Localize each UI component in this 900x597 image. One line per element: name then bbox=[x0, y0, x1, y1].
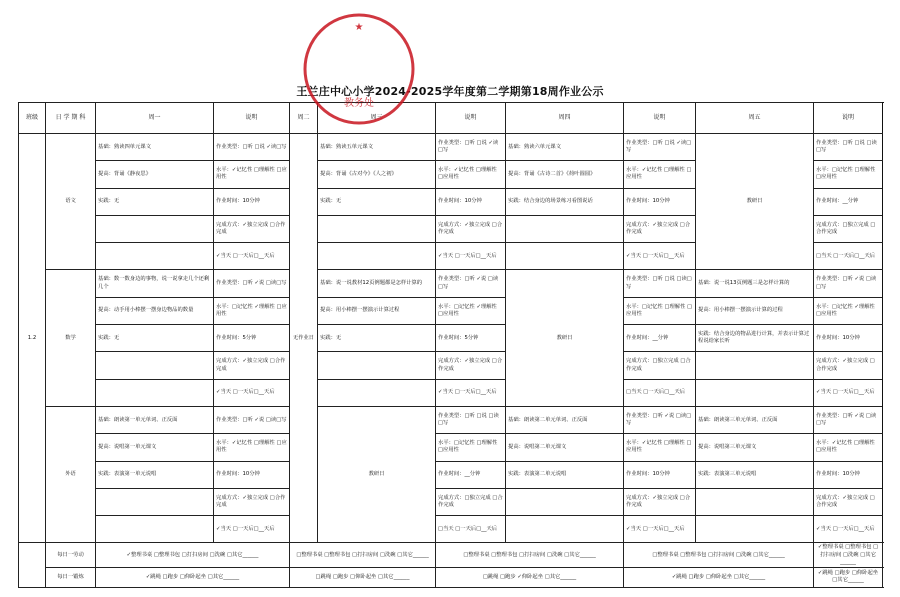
header-thu-note: 说明 bbox=[624, 103, 696, 134]
cn-thu-0: 基础：熟读六单元课文 bbox=[506, 134, 624, 161]
cn-wed-empty-3 bbox=[318, 215, 436, 242]
ma-mon-note-3: 完成方式：✓独立完成 □合作完成 bbox=[214, 352, 290, 379]
en-thu-empty-4 bbox=[506, 516, 624, 543]
en-wed-research-day: 教研日 bbox=[318, 406, 436, 542]
ma-fri-note-0: 作业类型：□听 ✓说 □读 □写 bbox=[814, 270, 883, 297]
cn-fri-research-day: 教研日 bbox=[696, 134, 814, 270]
ma-thu-research-day: 教研日 bbox=[506, 270, 624, 406]
header-fri: 周五 bbox=[696, 103, 814, 134]
en-mon-note-4: ✓当天 □一天后□__天后 bbox=[214, 516, 290, 543]
en-fri-1: 提高：说唱第三单元课文 bbox=[696, 434, 814, 461]
cn-thu-note-1: 水平：✓记忆性 □理解性 □应用性 bbox=[624, 161, 696, 188]
cn-fri-note-3: 完成方式：□独立完成 □合作完成 bbox=[814, 215, 883, 242]
cn-wed-0: 基础：熟读五单元课文 bbox=[318, 134, 436, 161]
en-fri-note-4: ✓当天 □一天后□__天后 bbox=[814, 516, 883, 543]
cn-wed-2: 实践：无 bbox=[318, 188, 436, 215]
ma-thu-note-3: 完成方式：□独立完成 □合作完成 bbox=[624, 352, 696, 379]
ma-mon-note-4: ✓当天 □一天后□__天后 bbox=[214, 379, 290, 406]
ma-mon-note-0: 作业类型：□听 ✓说 □读□写 bbox=[214, 270, 290, 297]
ma-mon-empty-3 bbox=[96, 352, 214, 379]
en-mon-0: 基础：朗读第一单元单词、正反面 bbox=[96, 406, 214, 433]
page-title: 王兰庄中心小学2024-2025学年度第二学期第18周作业公示 bbox=[296, 85, 604, 98]
labor-thu: □整理书桌 □整理书包 □打扫房间 □洗碗 □其它______ bbox=[624, 543, 814, 567]
exercise-label: 每日一锻炼 bbox=[46, 567, 96, 587]
en-mon-note-2: 作业时间：10分钟 bbox=[214, 461, 290, 488]
ma-mon-note-2: 作业时间：5分钟 bbox=[214, 325, 290, 352]
en-wed-note-3: 完成方式：□独立完成 □合作完成 bbox=[436, 488, 506, 515]
cn-mon-note-1: 水平：✓记忆性 □理解性 □应用性 bbox=[214, 161, 290, 188]
cn-mon-note-0: 作业类型：□听 □说 ✓读□写 bbox=[214, 134, 290, 161]
en-thu-note-1: 水平：✓记忆性 □理解性 □应用性 bbox=[624, 434, 696, 461]
en-fri-0: 基础：朗读第三单元单词、正反面 bbox=[696, 406, 814, 433]
exercise-mon: ✓跳绳 □跑步 □仰卧起坐 □其它______ bbox=[96, 567, 290, 587]
header-fri-note: 说明 bbox=[814, 103, 883, 134]
en-wed-note-2: 作业时间：__分钟 bbox=[436, 461, 506, 488]
cn-mon-note-3: 完成方式：✓独立完成 □合作完成 bbox=[214, 215, 290, 242]
ma-wed-1: 提高：用小棒摆一摆演示计算过程 bbox=[318, 297, 436, 324]
en-fri-2: 实践：表演第三单元说唱 bbox=[696, 461, 814, 488]
en-thu-1: 提高：说唱第二单元课文 bbox=[506, 434, 624, 461]
en-fri-note-2: 作业时间：10分钟 bbox=[814, 461, 883, 488]
homework-sheet bbox=[18, 84, 882, 584]
ma-mon-0: 基础：数一数身边的事物，说一说拿走几个还剩几个 bbox=[96, 270, 214, 297]
ma-fri-note-3: 完成方式：✓独立完成 □合作完成 bbox=[814, 352, 883, 379]
header-mon-note: 说明 bbox=[214, 103, 290, 134]
en-fri-note-3: 完成方式：✓独立完成 □合作完成 bbox=[814, 488, 883, 515]
cn-wed-1: 提高：背诵《古对今》《人之初》 bbox=[318, 161, 436, 188]
ma-mon-empty-4 bbox=[96, 379, 214, 406]
ma-fri-1: 提高：用小棒摆一摆演示计算的过程 bbox=[696, 297, 814, 324]
subject-math: 数学 bbox=[46, 270, 96, 406]
cn-wed-empty-4 bbox=[318, 243, 436, 270]
cn-thu-empty-3 bbox=[506, 215, 624, 242]
labor-tue: □整理书桌 □整理书包 □打扫房间 □洗碗 □其它______ bbox=[290, 543, 436, 567]
ma-fri-note-1: 水平：□记忆性 ✓理解性 □应用性 bbox=[814, 297, 883, 324]
ma-fri-empty-3 bbox=[696, 352, 814, 379]
labor-mon: ✓整理书桌 □整理书包 □打扫房间 □洗碗 □其它______ bbox=[96, 543, 290, 567]
en-fri-note-1: 水平：✓记忆性 □理解性 □应用性 bbox=[814, 434, 883, 461]
cn-mon-note-2: 作业时间：10分钟 bbox=[214, 188, 290, 215]
ma-wed-note-1: 水平：□记忆性 ✓理解性 □应用性 bbox=[436, 297, 506, 324]
ma-fri-0: 基础：说一说13页例题三是怎样计算的 bbox=[696, 270, 814, 297]
labor-fri: ✓整理书桌 □整理书包 □打扫房间 □洗碗 □其它______ bbox=[814, 543, 883, 567]
header-mon: 周一 bbox=[96, 103, 214, 134]
en-wed-note-4: □当天 □一天后□__天后 bbox=[436, 516, 506, 543]
cn-mon-note-4: ✓当天 □一天后□__天后 bbox=[214, 243, 290, 270]
ma-wed-note-4: ✓当天 □一天后□__天后 bbox=[436, 379, 506, 406]
subject-chinese: 语文 bbox=[46, 134, 96, 270]
cn-mon-empty-4 bbox=[96, 243, 214, 270]
ma-wed-2: 实践：无 bbox=[318, 325, 436, 352]
ma-wed-note-3: 完成方式：✓独立完成 □合作完成 bbox=[436, 352, 506, 379]
en-mon-note-3: 完成方式：✓独立完成 □合作完成 bbox=[214, 488, 290, 515]
cn-thu-note-2: 作业时间：10分钟 bbox=[624, 188, 696, 215]
header-wed: 周三 bbox=[318, 103, 436, 134]
header-tue: 周二 bbox=[290, 103, 318, 134]
cn-fri-note-1: 水平：□记忆性 □理解性 □应用性 bbox=[814, 161, 883, 188]
en-thu-2: 实践：表演第二单元说唱 bbox=[506, 461, 624, 488]
ma-mon-2: 实践：无 bbox=[96, 325, 214, 352]
cn-fri-note-0: 作业类型：□听 □说 □读□写 bbox=[814, 134, 883, 161]
cn-thu-2: 实践：结合身边的场景练习看图说话 bbox=[506, 188, 624, 215]
en-thu-empty-3 bbox=[506, 488, 624, 515]
header-thu: 周四 bbox=[506, 103, 624, 134]
ma-thu-note-1: 水平：□记忆性 □理解性 □应用性 bbox=[624, 297, 696, 324]
header-wed-note: 说明 bbox=[436, 103, 506, 134]
exercise-tue: □跳绳 □跑步 □仰卧起坐 □其它______ bbox=[290, 567, 436, 587]
ma-wed-empty-3 bbox=[318, 352, 436, 379]
en-thu-note-4: ✓当天 □一天后□__天后 bbox=[624, 516, 696, 543]
en-mon-empty-3 bbox=[96, 488, 214, 515]
header-class: 班级 bbox=[19, 103, 46, 134]
en-thu-note-3: 完成方式：✓独立完成 □合作完成 bbox=[624, 488, 696, 515]
cn-thu-empty-4 bbox=[506, 243, 624, 270]
exercise-thu: ✓跳绳 □跑步 □仰卧起坐 □其它______ bbox=[624, 567, 814, 587]
ma-wed-empty-4 bbox=[318, 379, 436, 406]
en-mon-1: 提高：说唱第一单元课文 bbox=[96, 434, 214, 461]
homework-table bbox=[18, 102, 883, 588]
cn-mon-2: 实践：无 bbox=[96, 188, 214, 215]
class-name: 1.2 bbox=[19, 134, 46, 543]
cn-thu-1: 提高：背诵《古诗二首》《荷叶圆圆》 bbox=[506, 161, 624, 188]
ma-fri-note-2: 作业时间：10分钟 bbox=[814, 325, 883, 352]
ma-wed-0: 基础：说一说教材12页例题都是怎样计算的 bbox=[318, 270, 436, 297]
en-fri-empty-4 bbox=[696, 516, 814, 543]
cn-thu-note-4: ✓当天 □一天后□__天后 bbox=[624, 243, 696, 270]
labor-wed: □整理书桌 □整理书包 □打扫房间 □洗碗 □其它______ bbox=[436, 543, 624, 567]
labor-label: 每日一劳动 bbox=[46, 543, 96, 567]
cn-mon-1: 提高：背诵《静夜思》 bbox=[96, 161, 214, 188]
ma-fri-2: 实践：结合身边的物品进行计算，并表示计算过程说给家长听 bbox=[696, 325, 814, 352]
ma-thu-note-0: 作业类型：□听 □说 □读□写 bbox=[624, 270, 696, 297]
ma-wed-note-2: 作业时间：5分钟 bbox=[436, 325, 506, 352]
en-fri-empty-3 bbox=[696, 488, 814, 515]
ma-mon-1: 提高：动手用小棒摆一摆身边物品的数量 bbox=[96, 297, 214, 324]
en-mon-note-1: 水平：✓记忆性 □理解性 □应用性 bbox=[214, 434, 290, 461]
exercise-wed: □跳绳 □跑步 ✓仰卧起坐 □其它______ bbox=[436, 567, 624, 587]
en-mon-note-0: 作业类型：□听 ✓说 □读□写 bbox=[214, 406, 290, 433]
en-thu-note-0: 作业类型：□听 ✓说 □读□写 bbox=[624, 406, 696, 433]
footer-class-blank bbox=[19, 543, 46, 587]
cn-wed-note-2: 作业时间：10分钟 bbox=[436, 188, 506, 215]
en-fri-note-0: 作业类型：□听 ✓说 □读□写 bbox=[814, 406, 883, 433]
subject-english: 外语 bbox=[46, 406, 96, 542]
ma-wed-note-0: 作业类型：□听 ✓说 □读□写 bbox=[436, 270, 506, 297]
cn-wed-note-1: 水平：✓记忆性 □理解性 □应用性 bbox=[436, 161, 506, 188]
en-wed-note-0: 作业类型：□听 □说 □读□写 bbox=[436, 406, 506, 433]
ma-thu-note-2: 作业时间：__分钟 bbox=[624, 325, 696, 352]
cn-thu-note-3: 完成方式：✓独立完成 □合作完成 bbox=[624, 215, 696, 242]
cn-wed-note-3: 完成方式：✓独立完成 □合作完成 bbox=[436, 215, 506, 242]
seal-text-bottom: 教务处 bbox=[344, 98, 374, 109]
cn-fri-note-4: □当天 □一天后□__天后 bbox=[814, 243, 883, 270]
seal-star: ★ bbox=[354, 22, 364, 33]
en-mon-empty-4 bbox=[96, 516, 214, 543]
header-row bbox=[19, 103, 883, 134]
en-thu-0: 基础：朗读第二单元单词、正反面 bbox=[506, 406, 624, 433]
cn-wed-note-0: 作业类型：□听 □说 ✓读□写 bbox=[436, 134, 506, 161]
en-thu-note-2: 作业时间：10分钟 bbox=[624, 461, 696, 488]
tue-no-homework: 无作业日 bbox=[290, 134, 318, 543]
cn-mon-empty-3 bbox=[96, 215, 214, 242]
header-day-subject: 日 学 期 科 bbox=[46, 103, 96, 134]
cn-fri-note-2: 作业时间：__分钟 bbox=[814, 188, 883, 215]
cn-wed-note-4: ✓当天 □一天后□__天后 bbox=[436, 243, 506, 270]
ma-thu-note-4: □当天 □一天后□__天后 bbox=[624, 379, 696, 406]
ma-mon-note-1: 水平：□记忆性 ✓理解性 □应用性 bbox=[214, 297, 290, 324]
en-mon-2: 实践：表演第一单元说唱 bbox=[96, 461, 214, 488]
exercise-fri: ✓跳绳 □跑步 □仰卧起坐 □其它______ bbox=[814, 567, 883, 587]
cn-mon-0: 基础：熟读四单元课文 bbox=[96, 134, 214, 161]
ma-fri-note-4: ✓当天 □一天后□__天后 bbox=[814, 379, 883, 406]
en-wed-note-1: 水平：□记忆性 □理解性 □应用性 bbox=[436, 434, 506, 461]
ma-fri-empty-4 bbox=[696, 379, 814, 406]
cn-thu-note-0: 作业类型：□听 □说 ✓读□写 bbox=[624, 134, 696, 161]
